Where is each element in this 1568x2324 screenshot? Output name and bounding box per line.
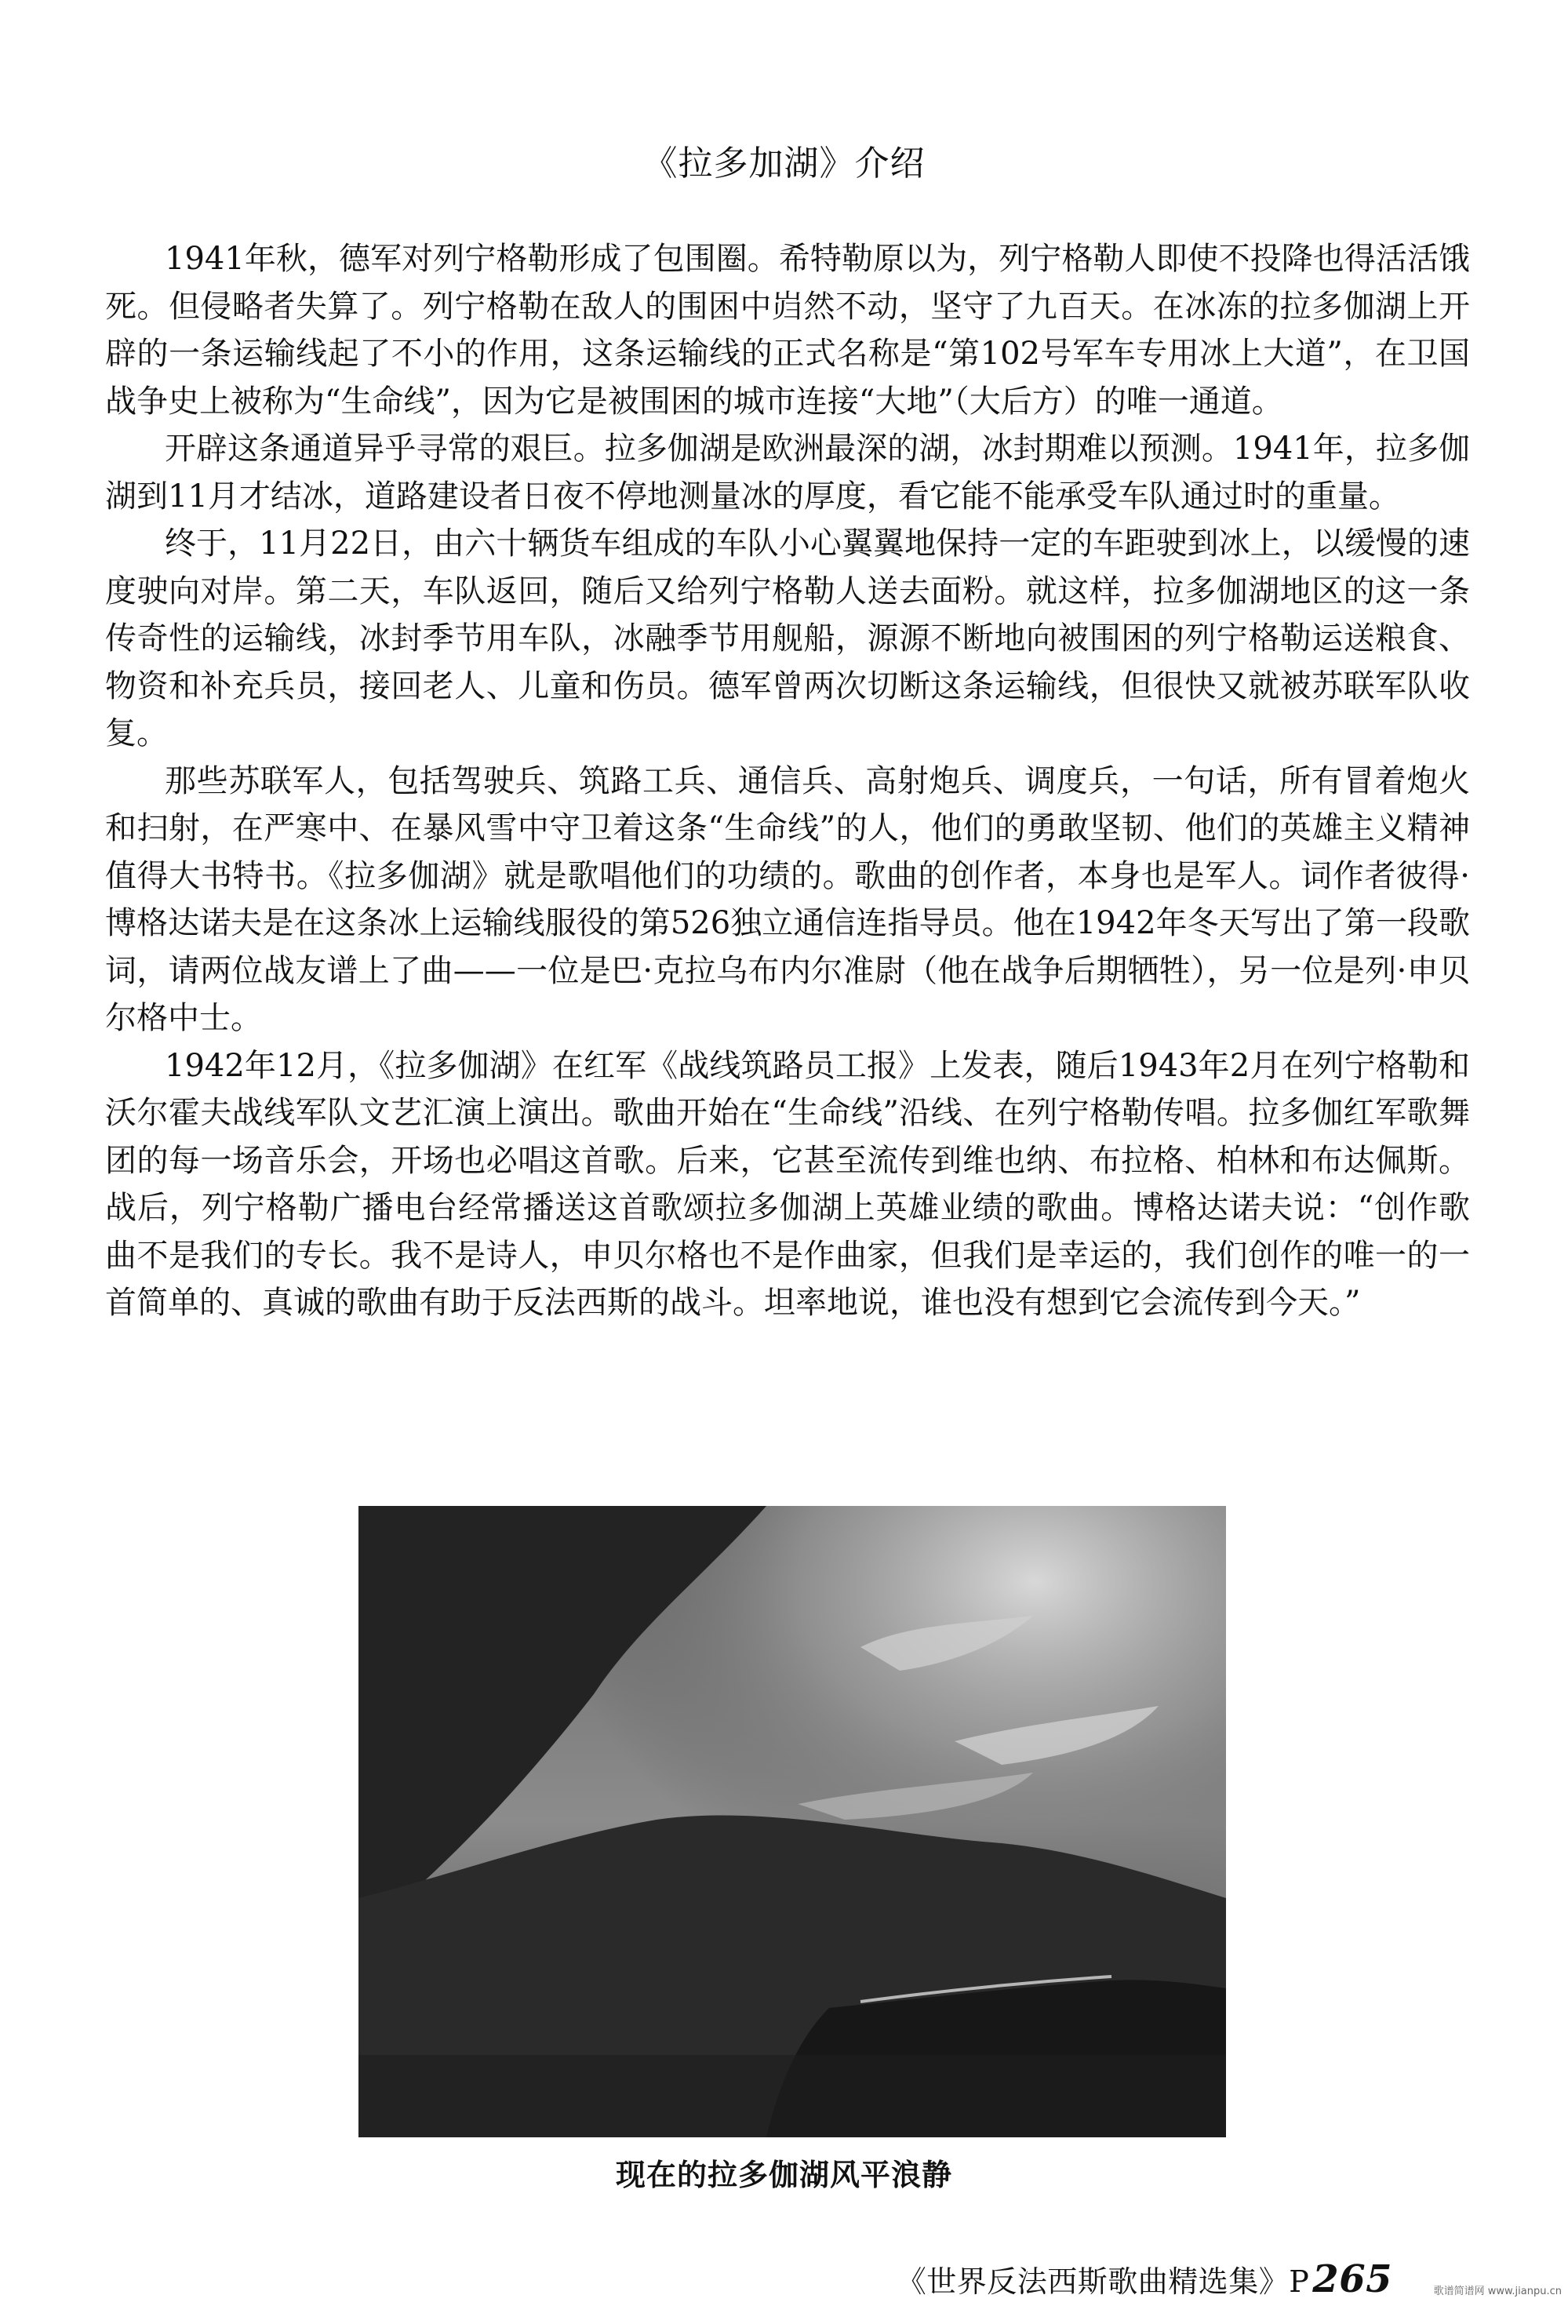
- article-body: [105, 235, 1470, 1327]
- lake-photo-drawing: [358, 1506, 1226, 2137]
- photo-caption: 现在的拉多伽湖风平浪静: [615, 2158, 952, 2192]
- lake-photo: [358, 1506, 1226, 2137]
- book-title: 《世界反法西斯歌曲精选集》P: [896, 2264, 1310, 2299]
- paragraph: 开辟这条通道异乎寻常的艰巨。拉多伽湖是欧洲最深的湖，冰封期难以预测。1941年，拉多伽湖到11月才结冰，道路建设者日夜不停地测量冰的厚度，看它能不能承受车队通过时的重量。: [105, 431, 1470, 515]
- paragraph: 1941年秋，德军对列宁格勒形成了包围圈。希特勒原以为，列宁格勒人即使不投降也得活活饿死。但侵略者失算了。列宁格勒在敌人的围困中岿然不动，坚守了九百天。在冰冻的拉多伽湖上开辟的一条运输线起了不小的作用，这条运输线的正式名称是“第102号军车专用冰上大道”，在卫国战争史上被称为“生命线”，因为它是被围困的城市连接“大地”（大后方）的唯一通道。: [105, 241, 1470, 420]
- page-number: 265: [1312, 2257, 1392, 2301]
- paragraph: 那些苏联军人，包括驾驶兵、筑路工兵、通信兵、高射炮兵、调度兵，一句话，所有冒着炮火和扫射，在严寒中、在暴风雪中守卫着这条“生命线”的人，他们的勇敢坚韧、他们的英雄主义精神值得大书特书。《拉多伽湖》就是歌唱他们的功绩的。歌曲的创作者，本身也是军人。词作者彼得·博格达诺夫是在这条冰上运输线服役的第526独立通信连指导员。他在1942年冬天写出了第一段歌词，请两位战友谱上了曲——一位是巴·克拉乌布内尔准尉（他在战争后期牺牲），另一位是列·申贝尔格中士。: [105, 762, 1470, 1036]
- paragraph: 1942年12月，《拉多伽湖》在红军《战线筑路员工报》上发表，随后1943年2月在列宁格勒和沃尔霍夫战线军队文艺汇演上演出。歌曲开始在“生命线”沿线、在列宁格勒传唱。拉多伽红军歌舞团的每一场音乐会，开场也必唱这首歌。后来，它甚至流传到维也纳、布拉格、柏林和布达佩斯。战后，列宁格勒广播电台经常播送这首歌颂拉多伽湖上英雄业绩的歌曲。博格达诺夫说：“创作歌曲不是我们的专长。我不是诗人，申贝尔格也不是作曲家，但我们是幸运的，我们创作的唯一的一首简单的、真诚的歌曲有助于反法西斯的战斗。坦率地说，谁也没有想到它会流传到今天。”: [105, 1047, 1470, 1321]
- page-footer: [897, 2257, 1392, 2301]
- page-title: 《拉多加湖》介绍: [642, 144, 926, 184]
- watermark: 歌谱简谱网 www.jianpu.cn: [1433, 2286, 1562, 2297]
- paragraph: 终于，11月22日，由六十辆货车组成的车队小心翼翼地保持一定的车距驶到冰上，以缓慢的速度驶向对岸。第二天，车队返回，随后又给列宁格勒人送去面粉。就这样，拉多伽湖地区的这一条传奇性的运输线，冰封季节用车队，冰融季节用舰船，源源不断地向被围困的列宁格勒运送粮食、物资和补充兵员，接回老人、儿童和伤员。德军曾两次切断这条运输线，但很快又就被苏联军队收复。: [105, 526, 1470, 751]
